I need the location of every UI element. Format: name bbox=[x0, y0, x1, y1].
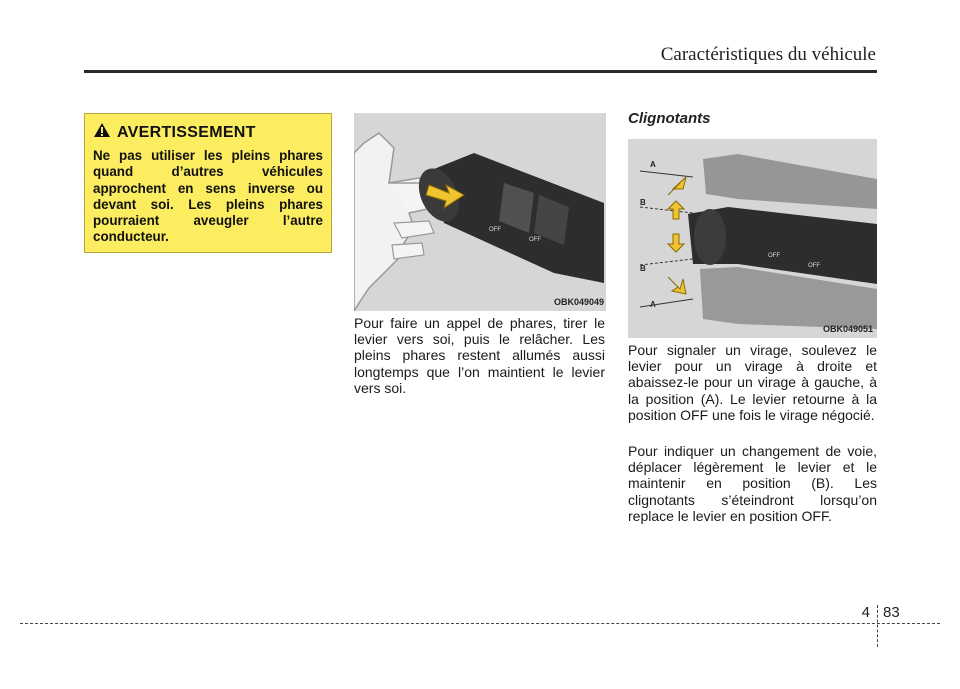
paragraph-flash: Pour faire un appel de phares, tirer le levier vers soi, puis le relâcher. Les pleins phares restent allumés aussi longtemps que l’on maintient le levier vers soi. bbox=[354, 315, 605, 396]
figure1-code: OBK049049 bbox=[553, 297, 604, 307]
warning-box bbox=[84, 113, 332, 253]
off-mark-2: OFF bbox=[529, 237, 541, 243]
figure-flash-headlights bbox=[354, 113, 606, 311]
off-mark-3: OFF bbox=[768, 253, 780, 259]
warning-header bbox=[93, 122, 323, 143]
footer-rule bbox=[20, 623, 940, 624]
warning-title: AVERTISSEMENT bbox=[117, 123, 256, 141]
label-b-bottom: B bbox=[640, 264, 646, 273]
figure-turn-signal bbox=[628, 139, 877, 338]
page-number: 83 bbox=[883, 604, 900, 621]
section-title: Clignotants bbox=[628, 110, 711, 127]
footer-divider bbox=[877, 605, 878, 647]
lever-pull-illustration bbox=[354, 113, 606, 311]
off-mark-4: OFF bbox=[808, 263, 820, 269]
label-a-top: A bbox=[650, 160, 656, 169]
label-a-bottom: A bbox=[650, 300, 656, 309]
warning-text: Ne pas utiliser les pleins phares quand d’autres véhicules approchent en sens inverse ou devant soi. Les pleins phares pourraient aveugler l’autre conducteur. bbox=[93, 148, 323, 245]
header-title: Caractéristiques du véhicule bbox=[660, 44, 876, 65]
paragraph-lane-change: Pour indiquer un changement de voie, déplacer légèrement le levier et le maintenir en position (B). Les clignotants s’éteindront lorsqu’on replace le levier en position OFF. bbox=[628, 443, 877, 524]
label-b-top: B bbox=[640, 198, 646, 207]
warning-triangle-icon bbox=[93, 122, 111, 143]
turn-signal-illustration bbox=[628, 139, 877, 338]
paragraph-turn: Pour signaler un virage, soulevez le levier pour un virage à droite et abaissez-le pour un virage à gauche, à la position (A). Le levier retourne à la position OFF une fois le virage négocié. bbox=[628, 342, 877, 423]
off-mark-1: OFF bbox=[489, 227, 501, 233]
chapter-number: 4 bbox=[861, 604, 870, 621]
header-rule bbox=[84, 70, 877, 73]
figure2-code: OBK049051 bbox=[822, 324, 873, 334]
